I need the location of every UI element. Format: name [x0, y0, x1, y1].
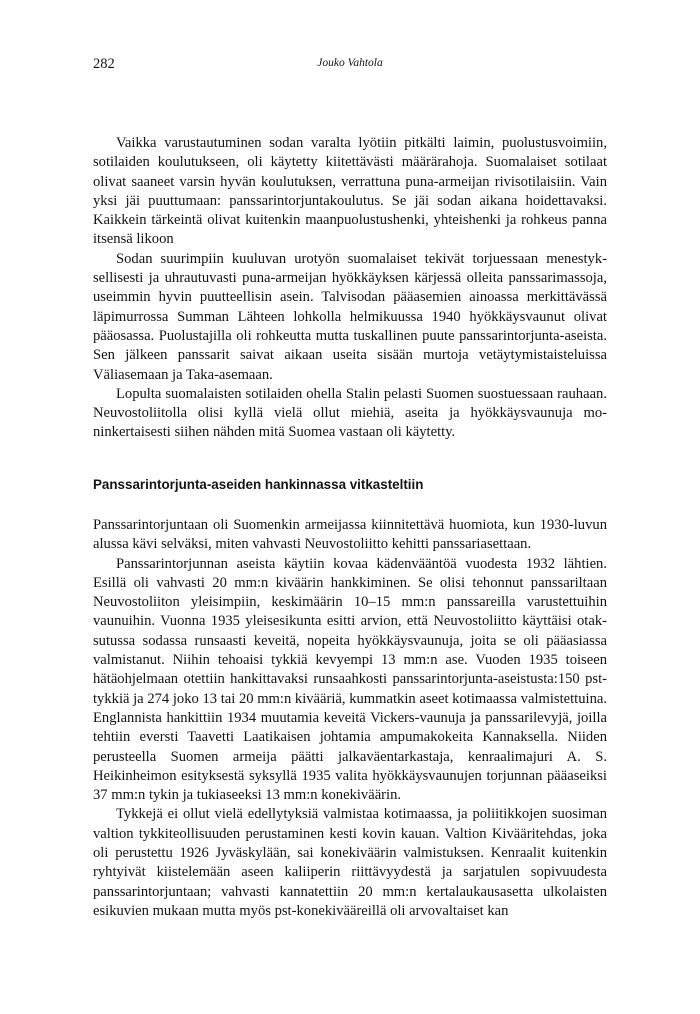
- paragraph: Sodan suurimpiin kuuluvan urotyön suomalaiset tekivät torjuessaan menestyksellisesti ja uhrautuvasti puna-armeijan hyökkäyksen kärjessä olleita panssarimassoja, useimmin hyvin puutteellisin asein. Talvisodan pääasemien ainoassa merkittävässä läpimurrossa Summan Lähteen lohkolla helmikuussa 1940 hyökkäysvaunut olivat pääosassa. Puolustajilla oli rohkeutta mutta tuskallinen puute panssarintorjunta-aseista. Sen jälkeen panssarit saivat aikaan useita sisään murtoja vetäytymistaisteluissa Väliasemaan ja Taka-asemaan.: [93, 250, 607, 383]
- antitank-section: [93, 516, 607, 921]
- running-head: [93, 56, 607, 74]
- paragraph: Tykkejä ei ollut vielä edellytyksiä valmistaa kotimaassa, ja poliitikkojen suosiman valtion tykkiteollisuuden perustaminen kesti kovin kauan. Valtion Kivääritehdas, joka oli perustettu 1926 Jyväskylään, sai konekiväärin valmistuksen. Kenraalit kuitenkin ryhtyivät kiistelemään aseen kaliiperin riittävyydestä ja sarjatulen sopivuudesta panssarintorjuntaan; vahvasti kannatettiin 20 mm:n kertalaukausasetta ulkolaisten esikuvien mukaan mutta myös pst-konekivääreillä oli arvovaltaiset kan: [93, 806, 607, 919]
- paragraph: Vaikka varustautuminen sodan varalta lyötiin pitkälti laimin, puolustusvoimiin, sotilaiden koulutukseen, oli käytetty kiitettävästi määrärahoja. Suomalaiset sotilaat olivat saaneet varsin hyvän koulutuksen, verrattuna puna-armeijan rivisotilaisiin. Vain yksi jäi puuttumaan: panssarintorjuntakoulutus. Se jäi sodan aikana hoidettavaksi. Kaikkein tärkeintä olivat kuitenkin maanpuolustushenki, yhteishenki ja rohkeus panna itsensä likoon: [93, 135, 607, 248]
- paragraph: Panssarintorjunnan aseista käytiin kovaa kädenvääntöä vuodesta 1932 lähtien. Esillä oli vahvasti 20 mm:n kiväärin hankkiminen. Se olisi tehonnut panssariltaan Neuvostoliiton yleisimpiin, keskimäärin 10–15 mm:n panssareilla varustettuihin vaunuihin. Vuonna 1935 yleisesikunta esitti arvion, että Neuvostoliitto käyttäisi otaksutussa sodassa runsaasti keveitä, nopeita hyökkäysvaunuja, joita se oli pääasiassa valmistanut. Niihin tehoaisi tykkiä kevyempi 13 mm:n ase. Vuoden 1935 toiseen hätäohjelmaan otettiin hankittavaksi runsaahkosti panssarintorjunta-aseistusta:150 pst-tykkiä ja 274 joko 13 tai 20 mm:n kivääriä, kummatkin aseet kotimaassa valmistettuina. Englannista hankittiin 1934 muutamia keveitä Vickers-vaunuja ja panssarilevyjä, joilla tehtiin eversti Taavetti Laatikaisen johtamia ampumakokeita Kannaksella. Niiden perusteella Suomen armeija päätti jalkaväentarkastaja, kenraalimajuri A. S. Heikinheimon esityksestä syksyllä 1935 valita hyökkäysvaunujen torjunnan pääaseiksi 37 mm:n tykin ja tukiaseeksi 13 mm:n konekiväärin.: [93, 555, 607, 804]
- intro-section: [93, 134, 607, 443]
- running-title-author: Jouko Vahtola: [317, 57, 383, 69]
- paragraph: Lopulta suomalaisten sotilaiden ohella Stalin pelasti Suomen suostuessaan rauhaan. Neuvostoliitolla olisi kyllä vielä ollut miehiä, aseita ja hyökkäysvaunuja moninkertaisesti siihen nähden mitä Suomea vastaan oli käytetty.: [93, 385, 607, 441]
- page-number: 282: [93, 56, 115, 72]
- paragraph: Panssarintorjuntaan oli Suomenkin armeijassa kiinnitettävä huomiota, kun 1930-luvun alussa kävi selväksi, miten vahvasti Neuvostoliitto kehitti panssariasettaan.: [93, 517, 607, 553]
- section-heading: Panssarintorjunta-aseiden hankinnassa vitkasteltiin: [93, 477, 424, 492]
